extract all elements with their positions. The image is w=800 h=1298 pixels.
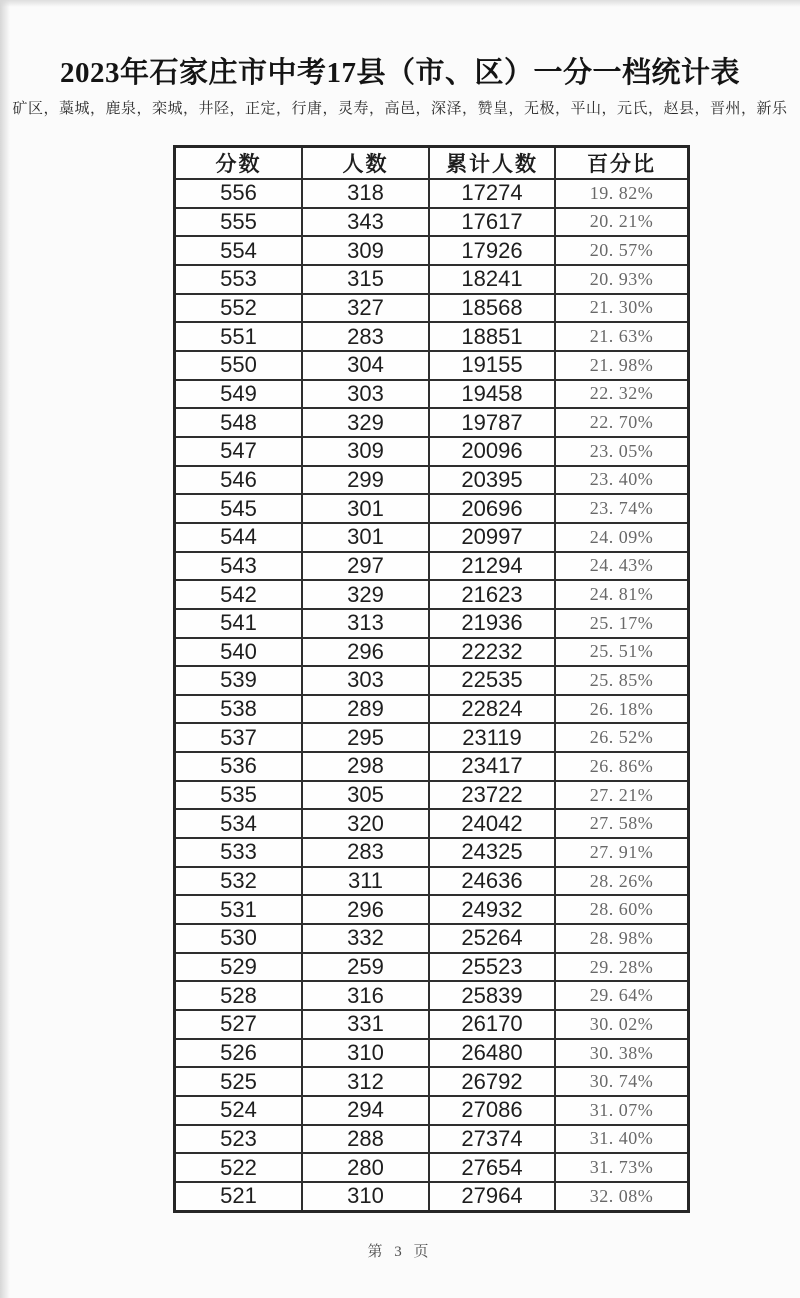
percent-cell: 30. 38% xyxy=(555,1039,689,1068)
score-cell: 529 xyxy=(175,953,303,982)
count-cell: 305 xyxy=(302,781,429,810)
table-row xyxy=(175,294,689,323)
county-list-subtitle: 矿区，藁城，鹿泉，栾城，井陉，正定，行唐，灵寿，高邑，深泽，赞皇，无极，平山，元氏，赵县，晋州，新乐 xyxy=(12,101,788,117)
score-cell: 540 xyxy=(175,638,303,667)
cumulative-cell: 27374 xyxy=(429,1125,555,1154)
cumulative-cell: 23417 xyxy=(429,752,555,781)
cumulative-cell: 18241 xyxy=(429,265,555,294)
cumulative-cell: 26480 xyxy=(429,1039,555,1068)
percent-cell: 21. 63% xyxy=(555,322,689,351)
table-row xyxy=(175,838,689,867)
count-cell: 294 xyxy=(302,1096,429,1125)
percent-cell: 20. 57% xyxy=(555,236,689,265)
cumulative-cell: 26170 xyxy=(429,1010,555,1039)
score-cell: 550 xyxy=(175,351,303,380)
count-cell: 329 xyxy=(302,580,429,609)
percent-cell: 19. 82% xyxy=(555,179,689,208)
cumulative-cell: 25839 xyxy=(429,981,555,1010)
count-cell: 327 xyxy=(302,294,429,323)
count-cell: 310 xyxy=(302,1182,429,1212)
percent-cell: 22. 32% xyxy=(555,380,689,409)
scan-edge-left xyxy=(0,0,10,1298)
score-cell: 544 xyxy=(175,523,303,552)
percent-cell: 24. 81% xyxy=(555,580,689,609)
score-cell: 522 xyxy=(175,1153,303,1182)
score-cell: 554 xyxy=(175,236,303,265)
percent-cell: 30. 74% xyxy=(555,1067,689,1096)
cumulative-cell: 21623 xyxy=(429,580,555,609)
score-cell: 528 xyxy=(175,981,303,1010)
count-cell: 309 xyxy=(302,236,429,265)
cumulative-cell: 24636 xyxy=(429,867,555,896)
table-row xyxy=(175,265,689,294)
score-cell: 534 xyxy=(175,809,303,838)
score-cell: 524 xyxy=(175,1096,303,1125)
cumulative-cell: 24042 xyxy=(429,809,555,838)
score-cell: 521 xyxy=(175,1182,303,1212)
cumulative-cell: 23119 xyxy=(429,723,555,752)
table-body xyxy=(175,179,689,1212)
count-cell: 283 xyxy=(302,322,429,351)
cumulative-cell: 21936 xyxy=(429,609,555,638)
score-cell: 548 xyxy=(175,408,303,437)
table-header xyxy=(175,147,689,180)
cumulative-cell: 19155 xyxy=(429,351,555,380)
count-cell: 312 xyxy=(302,1067,429,1096)
cumulative-cell: 25264 xyxy=(429,924,555,953)
table-row xyxy=(175,895,689,924)
table-row xyxy=(175,1096,689,1125)
count-cell: 259 xyxy=(302,953,429,982)
percent-cell: 23. 40% xyxy=(555,466,689,495)
percent-cell: 31. 40% xyxy=(555,1125,689,1154)
table-row xyxy=(175,924,689,953)
percent-cell: 22. 70% xyxy=(555,408,689,437)
cumulative-cell: 20096 xyxy=(429,437,555,466)
percent-cell: 26. 18% xyxy=(555,695,689,724)
table-row xyxy=(175,580,689,609)
percent-cell: 29. 64% xyxy=(555,981,689,1010)
score-table xyxy=(173,145,690,1213)
cumulative-cell: 21294 xyxy=(429,552,555,581)
cumulative-cell: 27654 xyxy=(429,1153,555,1182)
count-cell: 301 xyxy=(302,523,429,552)
count-cell: 304 xyxy=(302,351,429,380)
count-cell: 297 xyxy=(302,552,429,581)
count-cell: 318 xyxy=(302,179,429,208)
table-row xyxy=(175,723,689,752)
table-row xyxy=(175,809,689,838)
score-cell: 537 xyxy=(175,723,303,752)
score-cell: 541 xyxy=(175,609,303,638)
cumulative-cell: 25523 xyxy=(429,953,555,982)
table-row xyxy=(175,236,689,265)
percent-cell: 27. 21% xyxy=(555,781,689,810)
score-cell: 533 xyxy=(175,838,303,867)
cumulative-cell: 20395 xyxy=(429,466,555,495)
table-row xyxy=(175,523,689,552)
count-cell: 309 xyxy=(302,437,429,466)
table-row xyxy=(175,552,689,581)
score-cell: 530 xyxy=(175,924,303,953)
score-cell: 531 xyxy=(175,895,303,924)
percent-cell: 31. 73% xyxy=(555,1153,689,1182)
count-cell: 331 xyxy=(302,1010,429,1039)
cumulative-cell: 24325 xyxy=(429,838,555,867)
table-row xyxy=(175,752,689,781)
column-header-score: 分数 xyxy=(175,147,303,180)
cumulative-cell: 27964 xyxy=(429,1182,555,1212)
table-row xyxy=(175,1182,689,1212)
table-row xyxy=(175,609,689,638)
count-cell: 313 xyxy=(302,609,429,638)
table-row xyxy=(175,867,689,896)
percent-cell: 29. 28% xyxy=(555,953,689,982)
table-row xyxy=(175,408,689,437)
table-row xyxy=(175,494,689,523)
cumulative-cell: 18851 xyxy=(429,322,555,351)
scan-edge-top xyxy=(0,0,800,7)
cumulative-cell: 22232 xyxy=(429,638,555,667)
percent-cell: 28. 26% xyxy=(555,867,689,896)
count-cell: 296 xyxy=(302,638,429,667)
score-cell: 538 xyxy=(175,695,303,724)
column-header-percent: 百分比 xyxy=(555,147,689,180)
count-cell: 295 xyxy=(302,723,429,752)
score-cell: 525 xyxy=(175,1067,303,1096)
score-cell: 543 xyxy=(175,552,303,581)
count-cell: 329 xyxy=(302,408,429,437)
count-cell: 289 xyxy=(302,695,429,724)
cumulative-cell: 24932 xyxy=(429,895,555,924)
table-row xyxy=(175,179,689,208)
cumulative-cell: 27086 xyxy=(429,1096,555,1125)
count-cell: 299 xyxy=(302,466,429,495)
score-cell: 532 xyxy=(175,867,303,896)
table-row xyxy=(175,380,689,409)
table-row xyxy=(175,351,689,380)
count-cell: 301 xyxy=(302,494,429,523)
cumulative-cell: 23722 xyxy=(429,781,555,810)
percent-cell: 21. 98% xyxy=(555,351,689,380)
table-row xyxy=(175,666,689,695)
count-cell: 343 xyxy=(302,208,429,237)
percent-cell: 32. 08% xyxy=(555,1182,689,1212)
count-cell: 310 xyxy=(302,1039,429,1068)
percent-cell: 25. 17% xyxy=(555,609,689,638)
count-cell: 288 xyxy=(302,1125,429,1154)
table-row xyxy=(175,1039,689,1068)
score-cell: 547 xyxy=(175,437,303,466)
count-cell: 320 xyxy=(302,809,429,838)
cumulative-cell: 20997 xyxy=(429,523,555,552)
percent-cell: 26. 52% xyxy=(555,723,689,752)
cumulative-cell: 18568 xyxy=(429,294,555,323)
percent-cell: 31. 07% xyxy=(555,1096,689,1125)
cumulative-cell: 19458 xyxy=(429,380,555,409)
table-row xyxy=(175,1067,689,1096)
page-title: 2023年石家庄市中考17县（市、区）一分一档统计表 xyxy=(59,57,740,89)
percent-cell: 25. 85% xyxy=(555,666,689,695)
column-header-cumulative: 累计人数 xyxy=(429,147,555,180)
score-cell: 551 xyxy=(175,322,303,351)
table-row xyxy=(175,781,689,810)
score-cell: 556 xyxy=(175,179,303,208)
score-cell: 536 xyxy=(175,752,303,781)
percent-cell: 30. 02% xyxy=(555,1010,689,1039)
count-cell: 332 xyxy=(302,924,429,953)
count-cell: 296 xyxy=(302,895,429,924)
table-row xyxy=(175,1010,689,1039)
count-cell: 315 xyxy=(302,265,429,294)
score-cell: 535 xyxy=(175,781,303,810)
table-row xyxy=(175,1153,689,1182)
percent-cell: 27. 91% xyxy=(555,838,689,867)
score-cell: 523 xyxy=(175,1125,303,1154)
percent-cell: 24. 09% xyxy=(555,523,689,552)
table-row xyxy=(175,322,689,351)
cumulative-cell: 17274 xyxy=(429,179,555,208)
count-cell: 283 xyxy=(302,838,429,867)
percent-cell: 23. 74% xyxy=(555,494,689,523)
table-row xyxy=(175,695,689,724)
percent-cell: 28. 98% xyxy=(555,924,689,953)
percent-cell: 21. 30% xyxy=(555,294,689,323)
cumulative-cell: 22535 xyxy=(429,666,555,695)
cumulative-cell: 17617 xyxy=(429,208,555,237)
percent-cell: 27. 58% xyxy=(555,809,689,838)
score-cell: 553 xyxy=(175,265,303,294)
table-row xyxy=(175,1125,689,1154)
table-row xyxy=(175,953,689,982)
table-row xyxy=(175,208,689,237)
cumulative-cell: 26792 xyxy=(429,1067,555,1096)
percent-cell: 26. 86% xyxy=(555,752,689,781)
percent-cell: 28. 60% xyxy=(555,895,689,924)
score-cell: 545 xyxy=(175,494,303,523)
cumulative-cell: 17926 xyxy=(429,236,555,265)
percent-cell: 25. 51% xyxy=(555,638,689,667)
score-cell: 549 xyxy=(175,380,303,409)
table-row xyxy=(175,466,689,495)
score-cell: 546 xyxy=(175,466,303,495)
count-cell: 303 xyxy=(302,666,429,695)
table-row xyxy=(175,638,689,667)
count-cell: 280 xyxy=(302,1153,429,1182)
column-header-count: 人数 xyxy=(302,147,429,180)
score-cell: 539 xyxy=(175,666,303,695)
page-number: 第 3 页 xyxy=(367,1244,433,1260)
count-cell: 311 xyxy=(302,867,429,896)
count-cell: 316 xyxy=(302,981,429,1010)
score-cell: 552 xyxy=(175,294,303,323)
cumulative-cell: 22824 xyxy=(429,695,555,724)
table-row xyxy=(175,981,689,1010)
header-row xyxy=(175,147,689,180)
percent-cell: 23. 05% xyxy=(555,437,689,466)
score-cell: 555 xyxy=(175,208,303,237)
table-row xyxy=(175,437,689,466)
count-cell: 298 xyxy=(302,752,429,781)
percent-cell: 20. 21% xyxy=(555,208,689,237)
score-cell: 542 xyxy=(175,580,303,609)
cumulative-cell: 20696 xyxy=(429,494,555,523)
cumulative-cell: 19787 xyxy=(429,408,555,437)
score-cell: 526 xyxy=(175,1039,303,1068)
percent-cell: 20. 93% xyxy=(555,265,689,294)
percent-cell: 24. 43% xyxy=(555,552,689,581)
count-cell: 303 xyxy=(302,380,429,409)
score-cell: 527 xyxy=(175,1010,303,1039)
